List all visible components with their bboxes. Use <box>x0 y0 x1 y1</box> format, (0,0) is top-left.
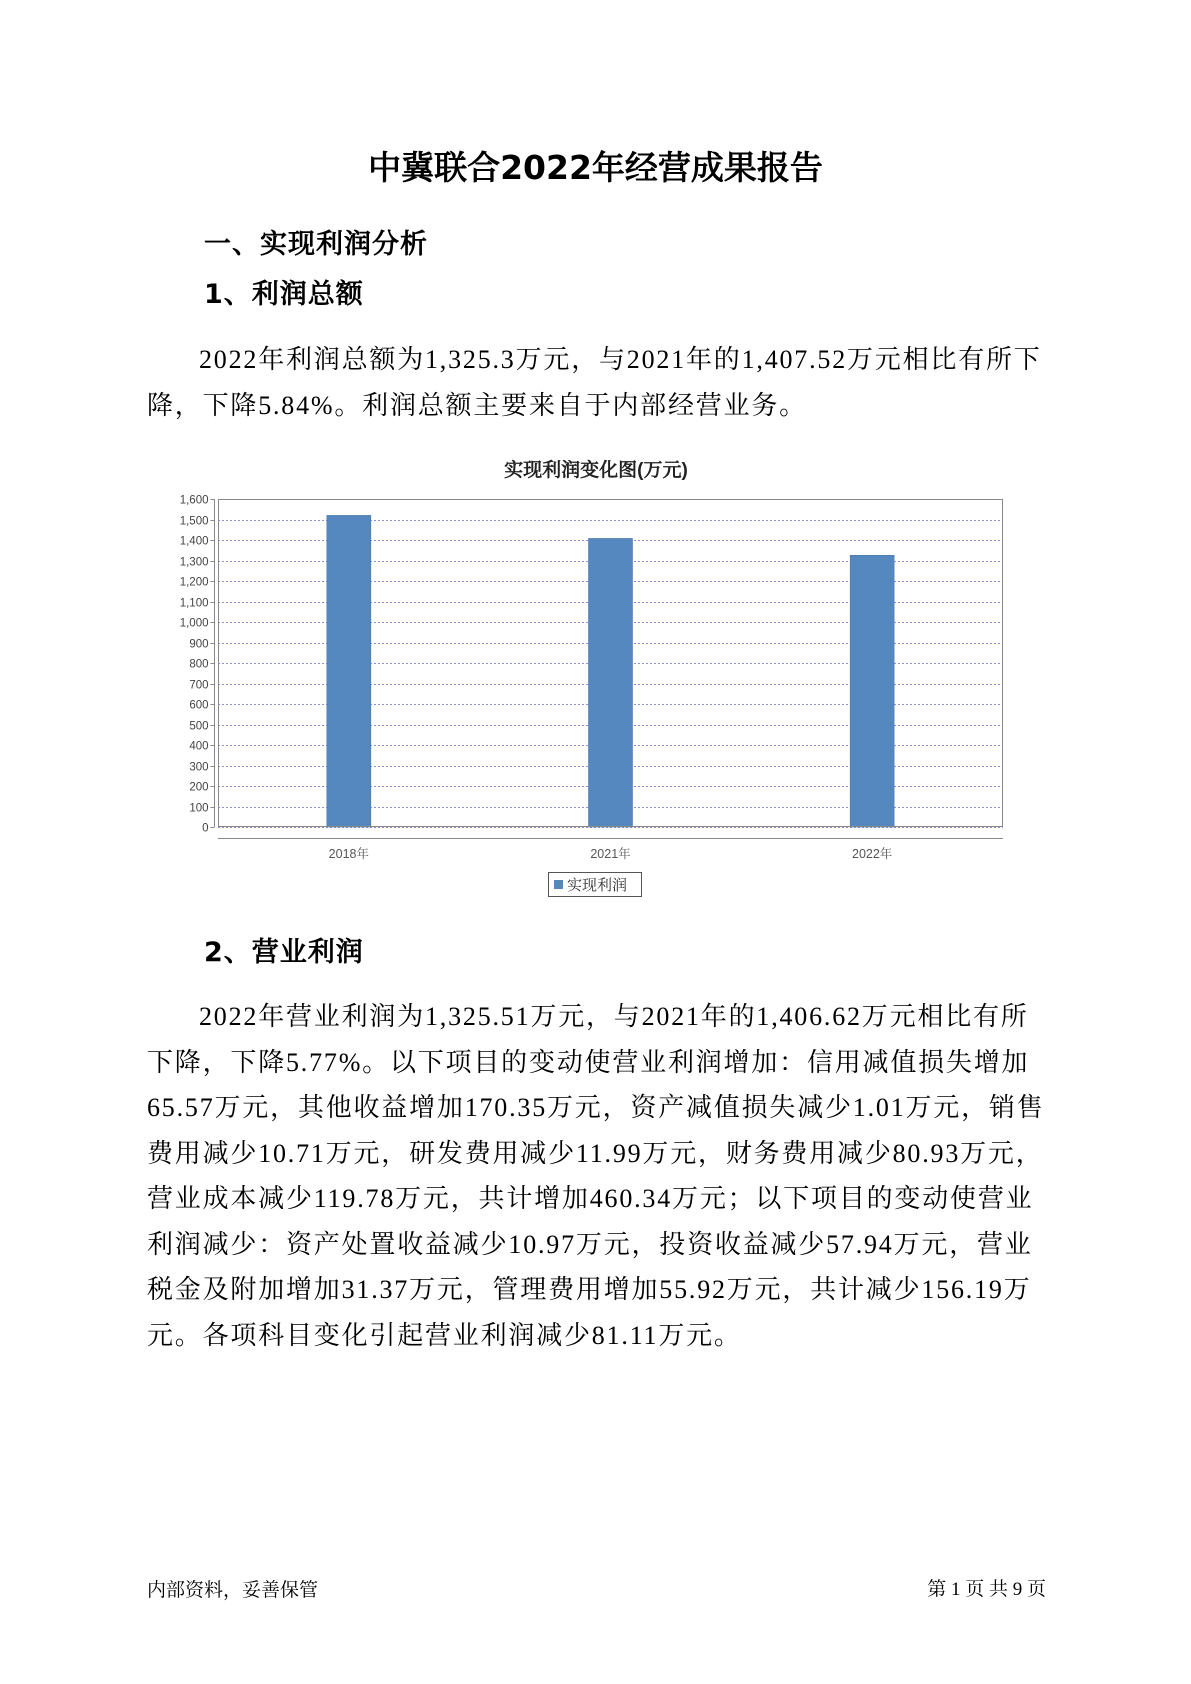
chart-title: 实现利润变化图(万元) <box>504 460 688 481</box>
report-title: 中冀联合2022年经营成果报告 <box>368 148 823 187</box>
paragraph-line: 下降，下降5.77%。以下项目的变动使营业利润增加：信用减值损失增加 <box>147 1047 1030 1077</box>
y-tick-label: 700 <box>189 679 209 692</box>
x-tick-label: 2021年 <box>590 847 631 861</box>
paragraph-line: 65.57万元，其他收益增加170.35万元，资产减值损失减少1.01万元，销售 <box>147 1093 1045 1122</box>
y-tick-label: 800 <box>189 658 209 671</box>
legend-swatch <box>554 880 563 889</box>
paragraph-line: 费用减少10.71万元，研发费用减少11.99万元，财务费用减少80.93万元， <box>147 1138 1044 1168</box>
y-tick-label: 1,200 <box>179 576 209 589</box>
footer-page-number: 第 1 页 共 9 页 <box>927 1579 1046 1600</box>
section-heading: 一、实现利润分析 <box>204 229 428 260</box>
operating-profit-paragraph <box>147 994 1057 1358</box>
y-tick-label: 1,000 <box>179 617 209 630</box>
legend-label: 实现利润 <box>567 877 628 894</box>
y-tick-label: 600 <box>189 699 209 712</box>
chart-legend <box>549 873 642 897</box>
profit-total-paragraph <box>147 337 1057 428</box>
y-tick-label: 1,300 <box>179 556 209 569</box>
y-tick-label: 300 <box>189 761 209 774</box>
y-tick-label: 400 <box>189 740 209 753</box>
y-tick-label: 1,400 <box>179 535 209 548</box>
y-tick-label: 900 <box>189 638 209 651</box>
paragraph-line: 降，下降5.84%。利润总额主要来自于内部经营业务。 <box>147 390 807 420</box>
paragraph-line: 2022年营业利润为1,325.51万元，与2021年的1,406.62万元相比有所 <box>199 1002 1029 1031</box>
y-tick-label: 1,100 <box>179 597 209 610</box>
bar-2021年 <box>589 538 633 827</box>
paragraph-line: 2022年利润总额为1,325.3万元，与2021年的1,407.52万元相比有所下 <box>199 345 1042 374</box>
paragraph-line: 税金及附加增加31.37万元，管理费用增加55.92万元，共计减少156.19万 <box>147 1275 1032 1304</box>
bar-2018年 <box>327 515 371 827</box>
chart-plot <box>180 495 1003 862</box>
bar-2022年 <box>850 555 894 827</box>
subsection-heading-operating-profit: 2、营业利润 <box>204 937 364 968</box>
y-tick-label: 0 <box>202 822 209 835</box>
y-tick-label: 500 <box>189 720 209 733</box>
paragraph-line: 营业成本减少119.78万元，共计增加460.34万元；以下项目的变动使营业 <box>147 1184 1034 1213</box>
x-tick-label: 2018年 <box>328 847 369 861</box>
y-tick-label: 200 <box>189 781 209 794</box>
paragraph-line: 元。各项科目变化引起营业利润减少81.11万元。 <box>147 1320 742 1350</box>
y-tick-label: 100 <box>189 802 209 815</box>
x-tick-label: 2022年 <box>852 847 893 861</box>
y-tick-label: 1,500 <box>179 515 209 528</box>
y-tick-label: 1,600 <box>179 494 209 507</box>
subsection-heading-profit-total: 1、利润总额 <box>204 279 364 310</box>
profit-bar-chart <box>140 450 1040 910</box>
footer-confidential-note: 内部资料，妥善保管 <box>147 1579 319 1601</box>
paragraph-line: 利润减少：资产处置收益减少10.97万元，投资收益减少57.94万元，营业 <box>147 1229 1033 1259</box>
